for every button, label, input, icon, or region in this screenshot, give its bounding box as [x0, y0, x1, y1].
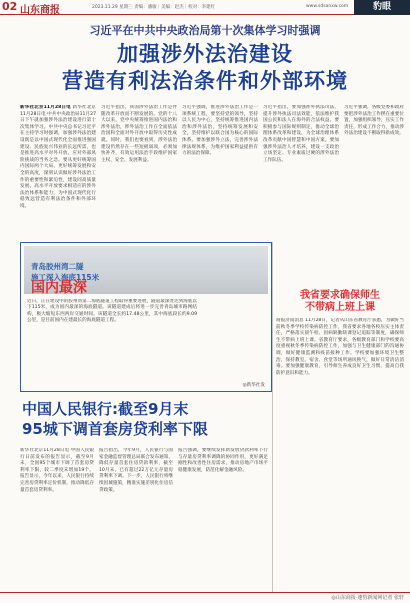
bottom-column-1: 新华社北京11月28日电 中国人民银行日前发布的报告显示，截至9月末，全国95个城市下调了首套房贷利率下限，较二季度末增加19个。报告显示，今年以来，人民银行持续完善房贷利率定价机制，推动降低存量首套房贷利率。: [20, 448, 94, 493]
box-kicker-line1: 青岛胶州湾二隧: [31, 262, 84, 271]
right-headline: [270, 290, 410, 314]
box-kicker-line2: 施工深入海底115米: [31, 273, 100, 282]
footer-bar: [0, 592, 410, 603]
lead-kicker: 习近平在中共中央政治局第十次集体学习时强调: [89, 24, 321, 37]
lead-headline-line2: 营造有利法治条件和外部环境: [62, 69, 348, 93]
masthead-bar: [0, 0, 410, 15]
box-text: 近日，正在建设中的胶州湾第二海底隧道工程取得重要进展，隧道最深处达到海底以下115米，成为国内最深的海底隧道。该隧道建成后将进一步完善青岛城市路网结构，极大缩短东西两岸交通时间。该隧道全长约17.48公里，其中海底段长约9.09公里，是目前国内在建最长的海底隧道工程。: [27, 299, 197, 324]
bottom-column-3: 报告强调，要继续发挥新发放贷款利率下行与存量房贷利率调降的协同作用，更好满足刚性和改善性住房需求，推动房地产市场平稳健康发展，防范化解金融风险。: [178, 448, 268, 473]
lead-column-4: 习近平指出，要加强涉外执法司法，提升涉外执法司法效能，依法维护我国公民和法人在海外的合法权益。要积极参与国际规则制定，推动全球治理体系改革和建设，为全球治理体系改革贡献中国智慧和中国方案。要加强涉外法治人才培养，建设一支政治立场坚定、专业素质过硬的涉外法治工作队伍。: [263, 105, 339, 163]
website-link[interactable]: www.sdsanxw.com: [306, 4, 349, 9]
lead-column-1: [20, 105, 96, 239]
paper-name: 山东商报: [20, 5, 60, 16]
lead-column-1-text: 新华社北京11月28日电 中共中央政治局11月27日下午就加强涉外法治建设进行第十次集体学习。中共中央总书记习近平在主持学习时强调，加强涉外法治建设既是以中国式现代化全面推进强国建设、民族复兴伟业的长远所需，也是推进高水平对外开放、应对外部风险挑战的当务之急。要从更好统筹国内国际两个大局、更好统筹发展和安全的高度，深刻认识做好涉外法治工作的重要性和紧迫性，建设同高质量发展、高水平开放要求相适应的涉外法治体系和能力，为中国式现代化行稳致远营造有利法治条件和外部环境。: [20, 105, 96, 209]
lead-headline-line1: 加强涉外法治建设: [117, 42, 293, 66]
right-headline-line2: 不带病上班上课: [305, 302, 375, 313]
bottom-headline-line2: 95城下调首套房贷利率下限: [22, 420, 208, 438]
lead-column-2: 习近平指出，我国涉外法治工作是伴随改革开放而不断发展的。党的十八大以来，党中央统筹推进国内法治和涉外法治，涉外法治工作在全面依法治国和全面对外开放中取得历史性成就。同时，我们也要看到，涉外法治建设仍然存在一些短板弱项，必须加快补齐，有效运用法治手段维护国家主权、安全、发展利益。: [101, 105, 177, 163]
bottom-column-2: 报告指出，今年9月，人民银行与国家金融监督管理总局联合发布通知，降低存量首套住房贷款利率，截至10月末，已有超过22万亿元存量房贷利率下调。下一步，人民银行将继续因城施策，精准实施差别化住房信贷政策。: [99, 448, 173, 493]
right-headline-line1: 我省要求确保师生: [300, 290, 380, 301]
bottom-headline-line1: 中国人民银行:截至9月末: [22, 400, 189, 418]
lead-column-3: 习近平强调，推进涉外法治工作是一项系统工程，要坚持党的领导，坚持以人民为中心，坚持统筹推进国内法治和涉外法治，坚持统筹发展和安全，坚持维护以联合国为核心的国际体系。要加强涉外立法，完善涉外法律法规体系，为维护国家利益提供有力的法治保障。: [182, 105, 258, 157]
right-article-body: 商报济南消息 11月28日，记者从山东省教育厅获悉，为做好当前秋冬季学校传染病防控工作，我省要求各地各校压实主体责任，严格落实晨午检、因病缺勤缺课登记追踪等制度，确保师生不带病上班上课。省教育厅要求，各级教育部门和学校要高度重视秋冬季传染病防控工作，加强与卫生健康部门的沟通协调，做好健康监测和疫苗接种工作。学校要加强环境卫生整治，保持教室、宿舍、食堂等场所通风换气，做好日常清洁消毒。要加强健康教育，引导师生养成良好卫生习惯，提高自我防护意识和能力。: [276, 318, 404, 376]
lead-dateline: 新华社北京11月28日电: [20, 105, 71, 110]
box-headline: 国内最深: [31, 280, 87, 296]
section-tag: 豹眼: [354, 0, 410, 15]
lead-column-5: 习近平强调，各级党委和政府要把涉外法治工作摆在重要位置，加强组织领导，压实工作责任，形成工作合力，推动涉外法治建设不断取得新成效。: [344, 105, 404, 137]
photo-news-box: [20, 242, 272, 392]
page-number: 02: [2, 0, 18, 13]
footer-credit: ◎山东商报·速豹新闻网记者 张轩: [331, 595, 404, 601]
photo-credit: ◎新华社发: [242, 383, 265, 388]
date-line: 2023.11.29 星期三 责编：潘敏｜美编：赵杰｜校对：李建红: [92, 5, 216, 10]
